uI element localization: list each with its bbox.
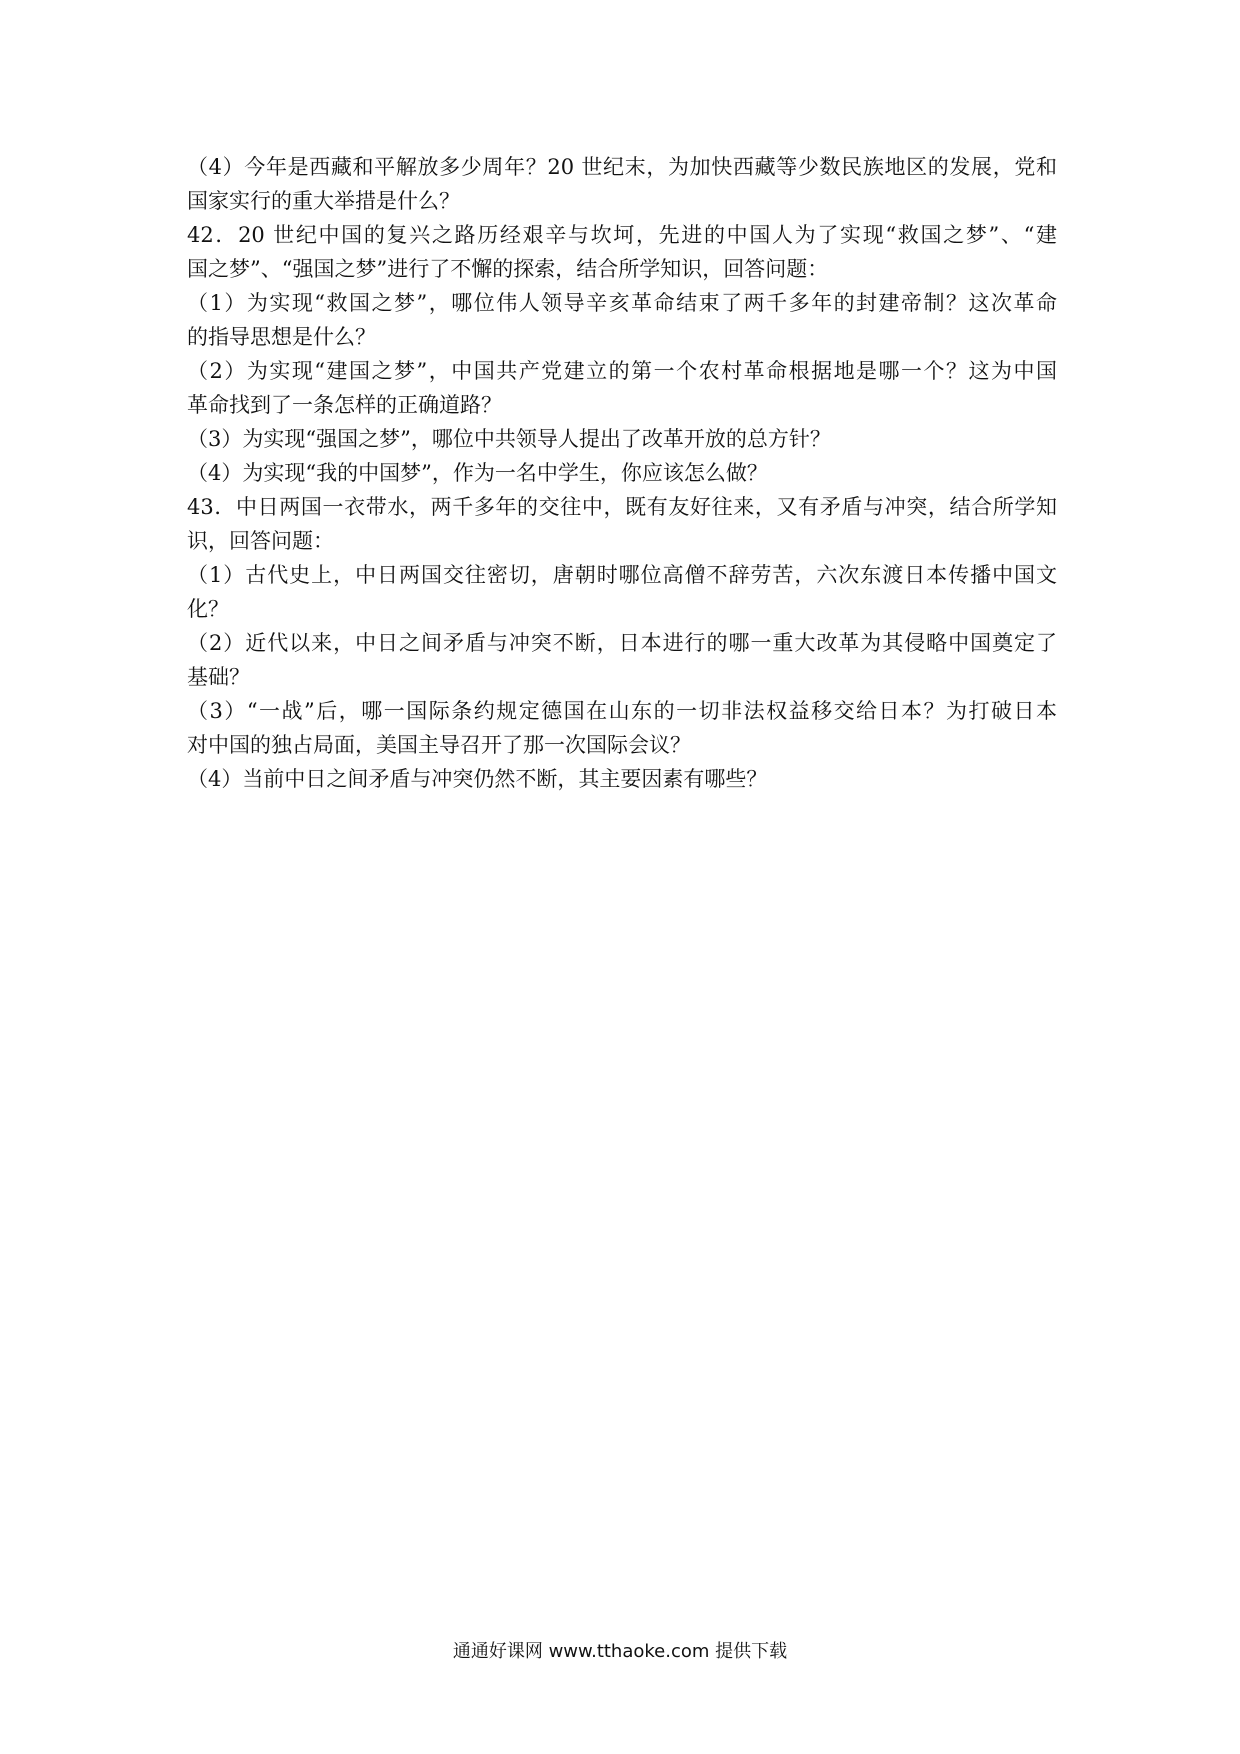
text-line: （1）为实现“救国之梦”，哪位伟人领导辛亥革命结束了两千多年的封建帝制？这次革命 — [187, 291, 1057, 315]
question-42 — [187, 218, 1057, 286]
text-line: （4）为实现“我的中国梦”，作为一名中学生，你应该怎么做？ — [187, 461, 768, 485]
text-line: 革命找到了一条怎样的正确道路？ — [187, 393, 502, 417]
question-43 — [187, 490, 1057, 558]
text-line: 识，回答问题： — [187, 529, 334, 553]
text-line: 对中国的独占局面，美国主导召开了那一次国际会议？ — [187, 733, 691, 757]
document-body — [187, 150, 1057, 796]
text-line: 基础？ — [187, 665, 250, 689]
text-line: （2）近代以来，中日之间矛盾与冲突不断，日本进行的哪一重大改革为其侵略中国奠定了 — [187, 631, 1057, 655]
text-line: 43．中日两国一衣带水，两千多年的交往中，既有友好往来，又有矛盾与冲突，结合所学知 — [187, 495, 1057, 519]
text-line: （3）为实现“强国之梦”，哪位中共领导人提出了改革开放的总方针？ — [187, 427, 831, 451]
text-line: 化？ — [187, 597, 229, 621]
q42-part1 — [187, 286, 1057, 354]
q42-part4 — [187, 456, 1057, 490]
q43-part4 — [187, 762, 1057, 796]
text-line: 42．20 世纪中国的复兴之路历经艰辛与坎坷，先进的中国人为了实现“救国之梦”、“建 — [187, 223, 1057, 247]
page-footer: 通通好课网 www.tthaoke.com 提供下载 — [452, 1641, 788, 1662]
q41-part4 — [187, 150, 1057, 218]
text-line: 国之梦”、“强国之梦”进行了不懈的探索，结合所学知识，回答问题： — [187, 257, 829, 281]
text-line: （1）古代史上，中日两国交往密切，唐朝时哪位高僧不辞劳苦，六次东渡日本传播中国文 — [187, 563, 1057, 587]
q42-part3 — [187, 422, 1057, 456]
text-line: （4）当前中日之间矛盾与冲突仍然不断，其主要因素有哪些？ — [187, 767, 768, 791]
q43-part1 — [187, 558, 1057, 626]
text-line: （2）为实现“建国之梦”，中国共产党建立的第一个农村革命根据地是哪一个？这为中国 — [187, 359, 1057, 383]
text-line: （4）今年是西藏和平解放多少周年？20 世纪末，为加快西藏等少数民族地区的发展，党和 — [187, 155, 1057, 179]
q43-part2 — [187, 626, 1057, 694]
q42-part2 — [187, 354, 1057, 422]
text-line: 的指导思想是什么？ — [187, 325, 376, 349]
q43-part3 — [187, 694, 1057, 762]
text-line: 国家实行的重大举措是什么？ — [187, 189, 460, 213]
text-line: （3）“一战”后，哪一国际条约规定德国在山东的一切非法权益移交给日本？为打破日本 — [187, 699, 1057, 723]
